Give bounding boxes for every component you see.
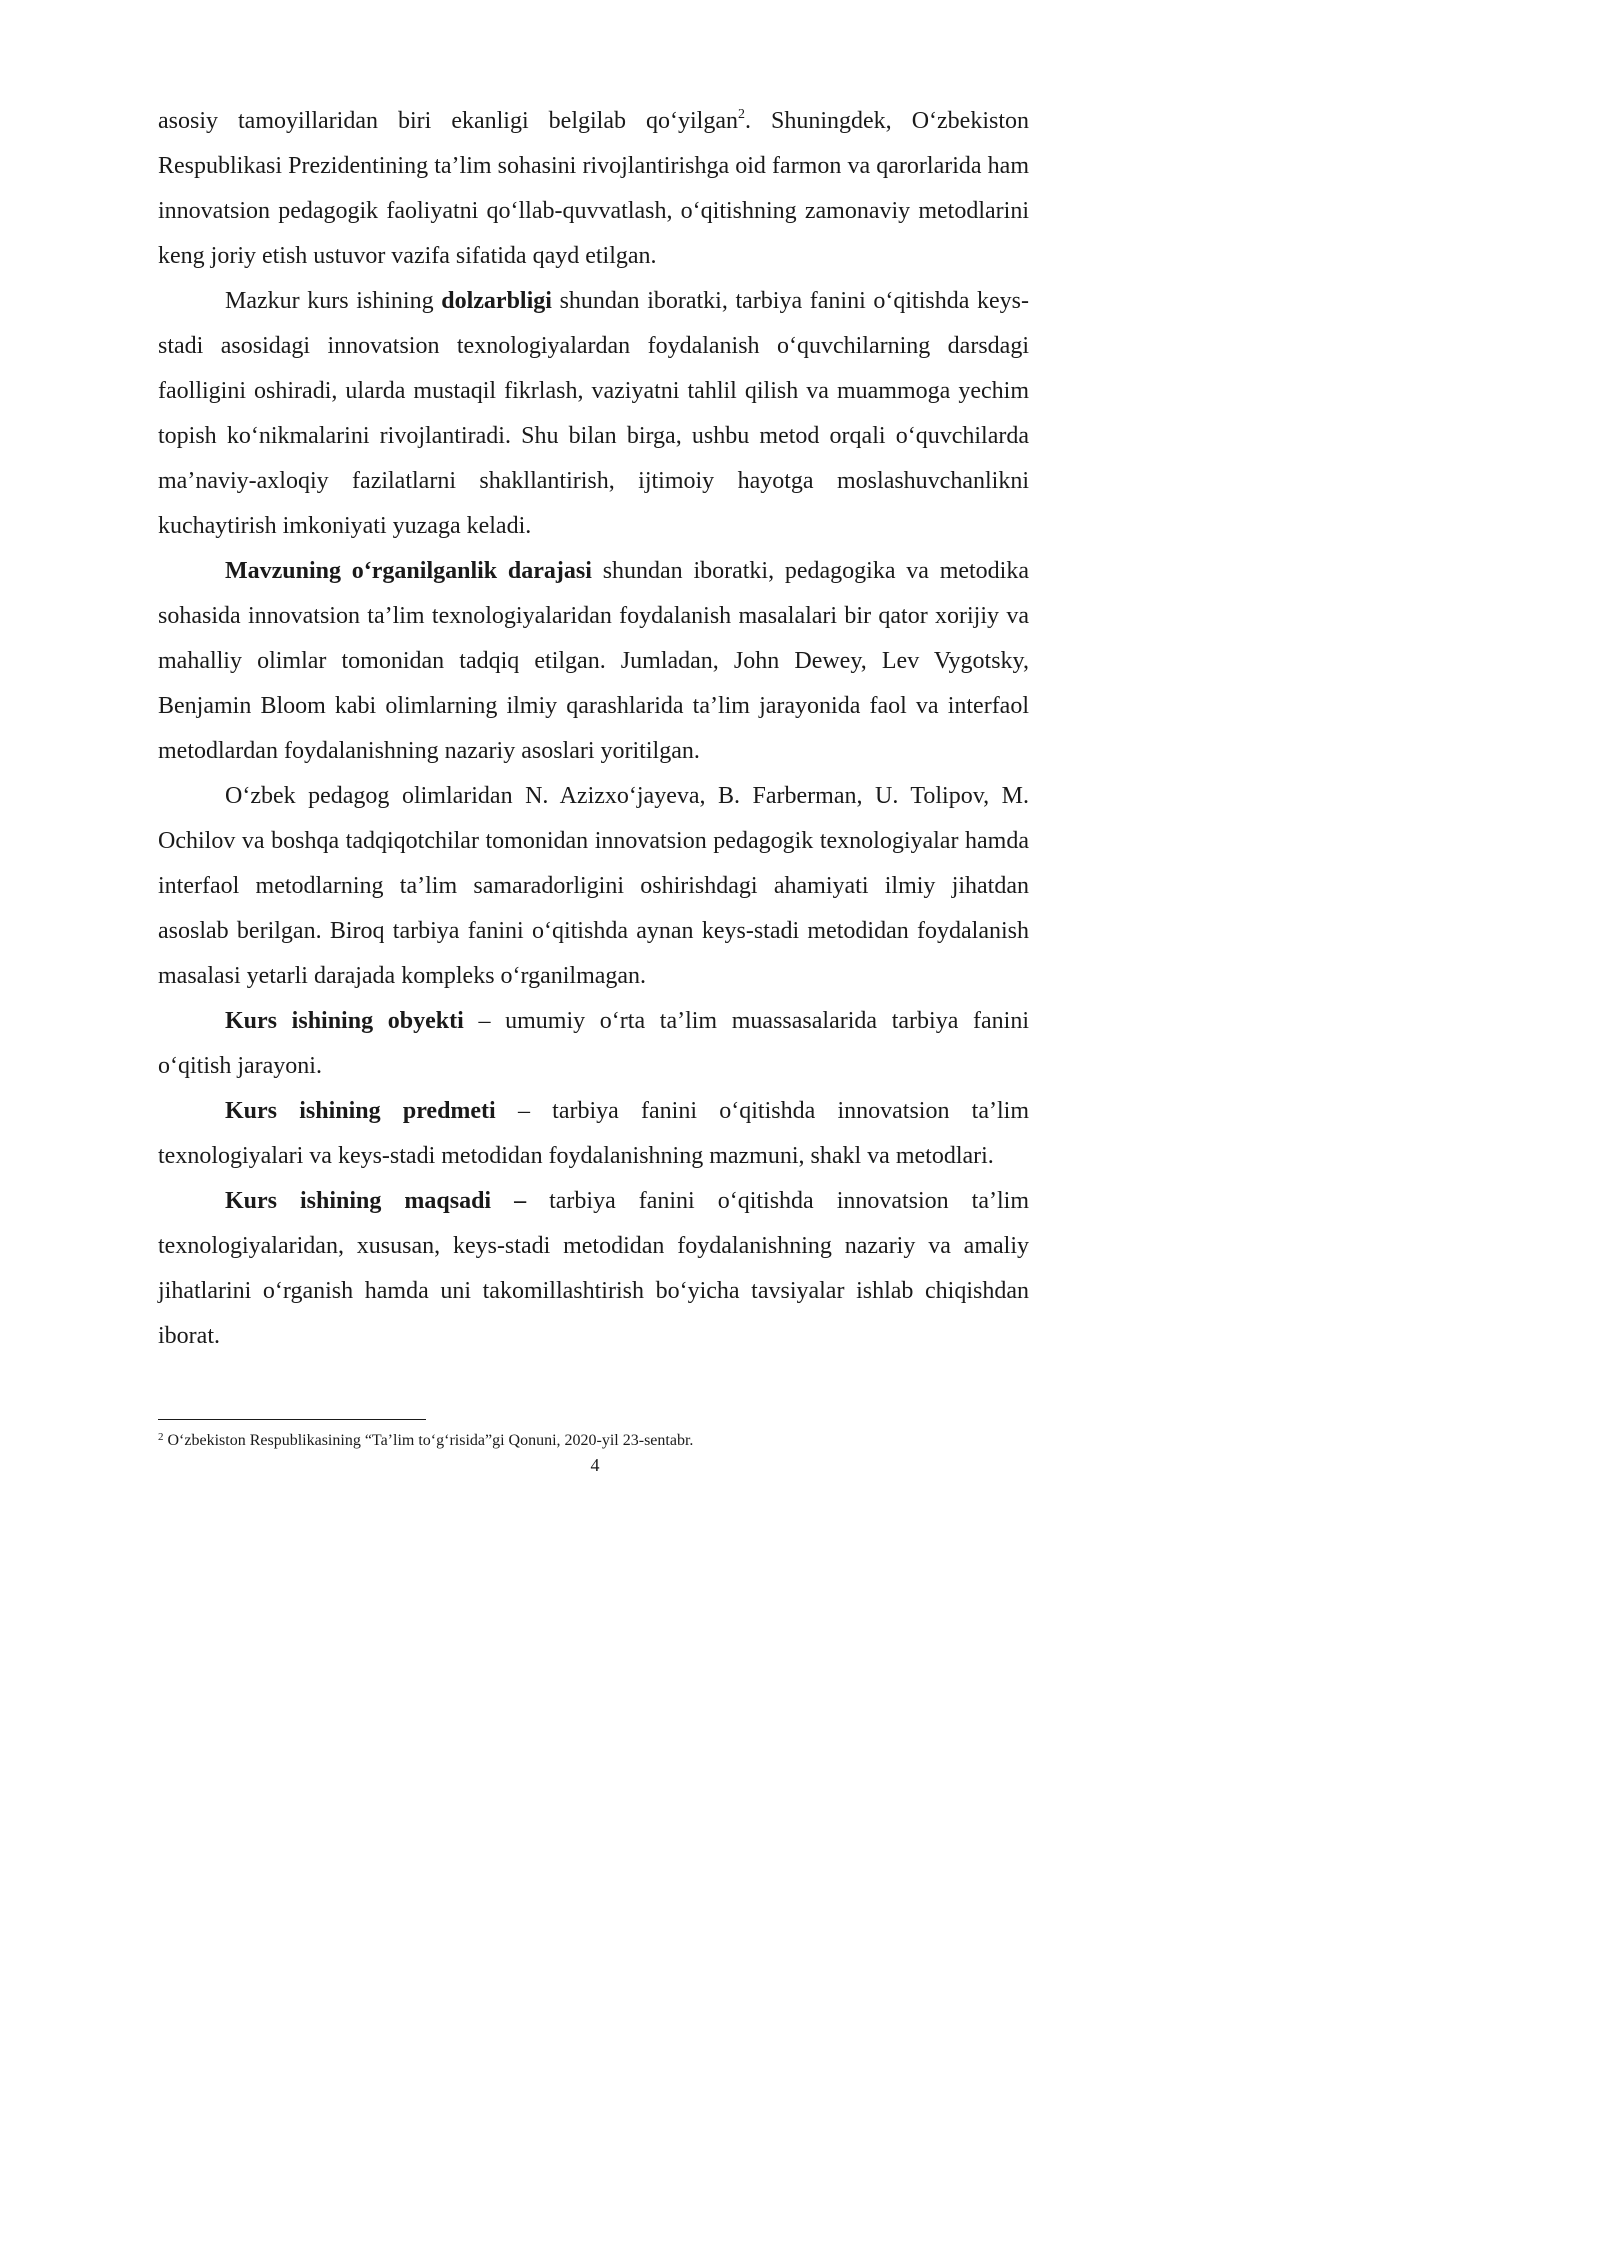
paragraph-uzbek-scholars-text: O‘zbek pedagog olimlaridan N. Azizxo‘jayeva, B. Farberman, U. Tolipov, M. Ochilov va boshqa tadqiqotchilar tomonidan innovatsion pedagogik texnologiyalar hamda interfaol metodlarning ta’lim samaradorligini oshirishdagi ahamiyati ilmiy jihatdan asoslab berilgan. Biroq tarbiya fanini o‘qitishda aynan keys-stadi metodidan foydalanish masalasi yetarli darajada kompleks o‘rganilmagan. bbox=[158, 783, 1029, 989]
paragraph-relevance-lead: Mazkur kurs ishining bbox=[225, 288, 442, 314]
paragraph-uzbek-scholars bbox=[158, 774, 1029, 999]
paragraph-1-text-continued: . Shuningdek, O‘zbekiston Respublikasi Prezidentining ta’lim sohasini rivojlantirishga oid farmon va qarorlarida ham innovatsion pedagogik faoliyatni qo‘llab-quvvatlash, o‘qitishning zamonaviy metodlarini keng joriy etish ustuvor vazifa sifatida qayd etilgan. bbox=[158, 108, 1029, 269]
paragraph-1 bbox=[158, 99, 1029, 279]
body-text bbox=[158, 99, 1029, 1359]
paragraph-subject-text: – tarbiya fanini o‘qitishda innovatsion ta’lim texnologiyalari va keys-stadi metodidan foydalanishning mazmuni, shakl va metodlari. bbox=[158, 1098, 1029, 1169]
document-page bbox=[0, 0, 1100, 1556]
term-goal: Kurs ishining maqsadi – bbox=[225, 1188, 527, 1214]
footnote-text: O‘zbekiston Respublikasining “Ta’lim to‘g‘risida”gi Qonuni, 2020-yil 23-sentabr. bbox=[163, 1432, 694, 1449]
term-study-degree: Mavzuning o‘rganilganlik darajasi bbox=[225, 558, 592, 584]
footnote-separator bbox=[158, 1419, 426, 1420]
paragraph-goal bbox=[158, 1179, 1029, 1359]
paragraph-relevance bbox=[158, 279, 1029, 549]
footnote bbox=[158, 1430, 1029, 1452]
paragraph-goal-text: tarbiya fanini o‘qitishda innovatsion ta’lim texnologiyalaridan, xususan, keys-stadi metodidan foydalanishning nazariy va amaliy jihatlarini o‘rganish hamda uni takomillashtirish bo‘yicha tavsiyalar ishlab chiqishdan iborat. bbox=[158, 1188, 1029, 1349]
page-number: 4 bbox=[590, 1455, 600, 1475]
paragraph-subject bbox=[158, 1089, 1029, 1179]
paragraph-1-text: asosiy tamoyillaridan biri ekanligi belgilab qo‘yilgan bbox=[158, 108, 738, 134]
paragraph-object-text: – umumiy o‘rta ta’lim muassasalarida tarbiya fanini o‘qitish jarayoni. bbox=[158, 1008, 1030, 1079]
paragraph-object bbox=[158, 999, 1029, 1089]
paragraph-study-degree-text: shundan iboratki, pedagogika va metodika sohasida innovatsion ta’lim texnologiyalaridan foydalanish masalalari bir qator xorijiy va mahalliy olimlar tomonidan tadqiq etilgan. Jumladan, John Dewey, Lev Vygotsky, Benjamin Bloom kabi olimlarning ilmiy qarashlarida ta’lim jarayonida faol va interfaol metodlardan foydalanishning nazariy asoslari yoritilgan. bbox=[158, 558, 1029, 764]
term-subject: Kurs ishining predmeti bbox=[225, 1098, 496, 1124]
paragraph-study-degree bbox=[158, 549, 1029, 774]
footnote-marker: 2 bbox=[158, 1431, 164, 1443]
paragraph-relevance-text: shundan iboratki, tarbiya fanini o‘qitishda keys-stadi asosidagi innovatsion texnologiyalardan foydalanish o‘quvchilarning darsdagi faolligini oshiradi, ularda mustaqil fikrlash, vaziyatni tahlil qilish va muammoga yechim topish ko‘nikmalarini rivojlantiradi. Shu bilan birga, ushbu metod orqali o‘quvchilarda ma’naviy-axloqiy fazilatlarni shakllantirish, ijtimoiy hayotga moslashuvchanlikni kuchaytirish imkoniyati yuzaga keladi. bbox=[158, 288, 1030, 539]
term-relevance: dolzarbligi bbox=[441, 288, 552, 314]
term-object: Kurs ishining obyekti bbox=[225, 1008, 464, 1034]
footnote-reference[interactable]: 2 bbox=[737, 107, 745, 122]
